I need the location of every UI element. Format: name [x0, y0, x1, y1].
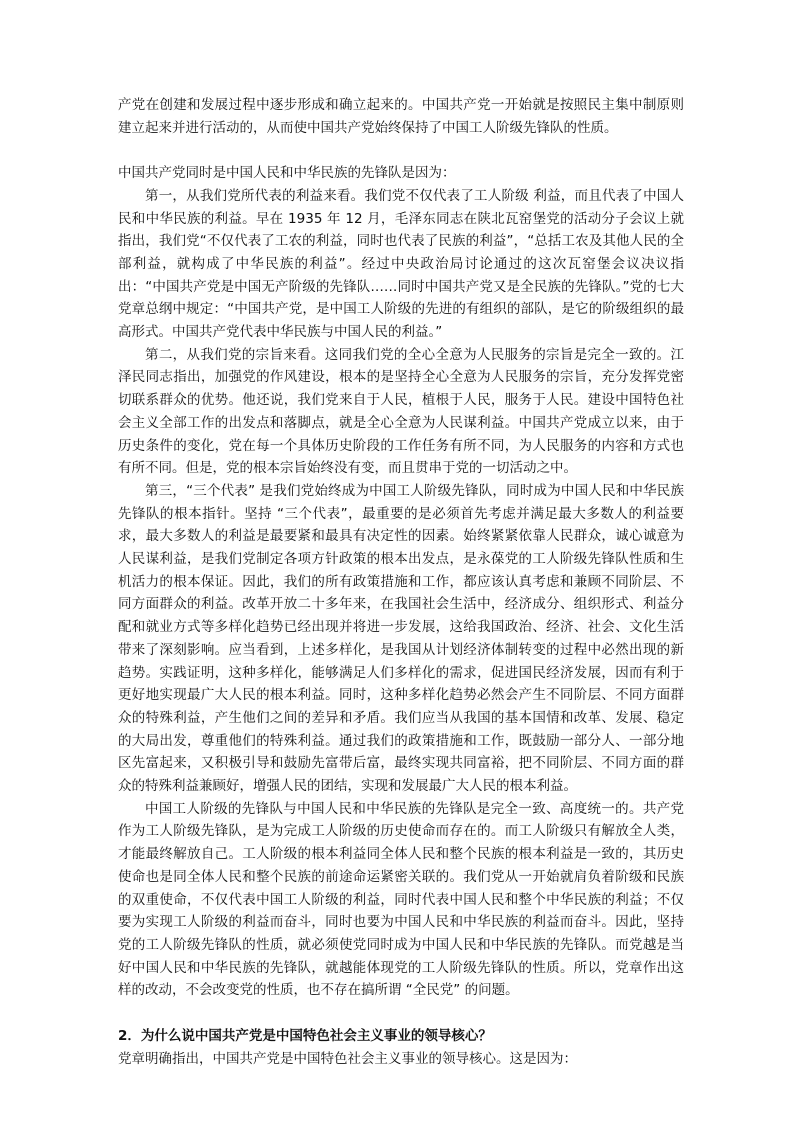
intro-paragraph: 产党在创建和发展过程中逐步形成和确立起来的。中国共产党一开始就是按照民主集中制原则建立起来并进行活动的，从而使中国共产党始终保持了中国工人阶级先锋队的性质。	[118, 97, 684, 136]
section-spacer	[118, 1002, 684, 1025]
document-page	[118, 94, 684, 1070]
third-reason-paragraph: 第三，“三个代表” 是我们党始终成为中国工人阶级先锋队，同时成为中国人民和中华民族先锋队的根本指针。坚持 “三个代表”，最重要的是必须首先考虑并满足最大多数人的利益要求，最大多数人的利益是最要紧和最具有决定性的因素。始终紧紧依靠人民群众，诚心诚意为人民谋利益，是我们党制定各项方针政策的根本出发点，是永葆党的工人阶级先锋队性质和生机活力的根本保证。因此，我们的所有政策措施和工作，都应该认真考虑和兼顾不同阶层、不同方面群众的利益。改革开放二十多年来，在我国社会生活中，经济成分、组织形式、利益分配和就业方式等多样化趋势已经出现并将进一步发展，这给我国政治、经济、社会、文化生活带来了深刻影响。应当看到，上述多样化，是我国从计划经济体制转变的过程中必然出现的新趋势。实践证明，这种多样化，能够满足人们多样化的需求，促进国民经济发展，因而有利于更好地实现最广大人民的根本利益。同时，这种多样化趋势必然会产生不同阶层、不同方面群众的特殊利益，产生他们之间的差异和矛盾。我们应当从我国的基本国情和改革、发展、稳定的大局出发，尊重他们的特殊利益。通过我们的政策措施和工作，既鼓励一部分人、一部分地区先富起来，又积极引导和鼓励先富带后富，最终实现共同富裕，把不同阶层、不同方面的群众的特殊利益兼顾好，增强人民的团结，实现和发展最广大人民的根本利益。	[118, 482, 684, 795]
core-lead-paragraph: 党章明确指出，中国共产党是中国特色社会主义事业的领导核心。这是因为：	[118, 1050, 577, 1067]
section-heading: 2．为什么说中国共产党是中国特色社会主义事业的领导核心？	[118, 1027, 492, 1044]
unity-paragraph: 中国工人阶级的先锋队与中国人民和中华民族的先锋队是完全一致、高度统一的。共产党作为工人阶级先锋队，是为完成工人阶级的历史使命而存在的。而工人阶级只有解放全人类，才能最终解放自己。工人阶级的根本利益同全体人民和整个民族的根本利益是一致的，其历史使命也是同全体人民和整个民族的前途命运紧密关联的。我们党从一开始就肩负着阶级和民族的双重使命，不仅代表中国工人阶级的利益，同时代表中国人民和整个中华民族的利益；不仅要为实现工人阶级的利益而奋斗，同时也要为中国人民和中华民族的利益而奋斗。因此，坚持党的工人阶级先锋队的性质，就必须使党同时成为中国人民和中华民族的先锋队。而党越是当好中国人民和中华民族的先锋队，就越能体现党的工人阶级先锋队的性质。所以，党章作出这样的改动，不会改变党的性质，也不存在搞所谓 “全民党” 的问题。	[118, 800, 684, 999]
first-reason-paragraph: 第一，从我们党所代表的利益来看。我们党不仅代表了工人阶级 利益，而且代表了中国人民和中华民族的利益。早在 1935 年 12 月，毛泽东同志在陕北瓦窑堡党的活动分子会议上就指出，我们党“不仅代表了工农的利益，同时也代表了民族的利益”，“总括工农及其他人民的全部利益，就构成了中华民族的利益”。经过中央政治局讨论通过的这次瓦窑堡会议决议指出：“中国共产党是中国无产阶级的先锋队……同时中国共产党又是全民族的先锋队。”党的七大党章总纲中规定：“中国共产党，是中国工人阶级的先进的有组织的部队，是它的阶级组织的最高形式。中国共产党代表中华民族与中国人民的利益。”	[118, 187, 684, 341]
reason-lead-paragraph: 中国共产党同时是中国人民和中华民族的先锋队是因为：	[118, 165, 456, 182]
paragraph-spacer	[118, 139, 684, 162]
second-reason-paragraph: 第二，从我们党的宗旨来看。这同我们党的全心全意为人民服务的宗旨是完全一致的。江泽民同志指出，加强党的作风建设，根本的是坚持全心全意为人民服务的宗旨，充分发挥党密切联系群众的优势。他还说，我们党来自于人民，植根于人民，服务于人民。建设中国特色社会主义全部工作的出发点和落脚点，就是全心全意为人民谋利益。中国共产党成立以来，由于历史条件的变化，党在每一个具体历史阶段的工作任务有所不同，为人民服务的内容和方式也有所不同。但是，党的根本宗旨始终没有变，而且贯串于党的一切活动之中。	[118, 346, 684, 477]
